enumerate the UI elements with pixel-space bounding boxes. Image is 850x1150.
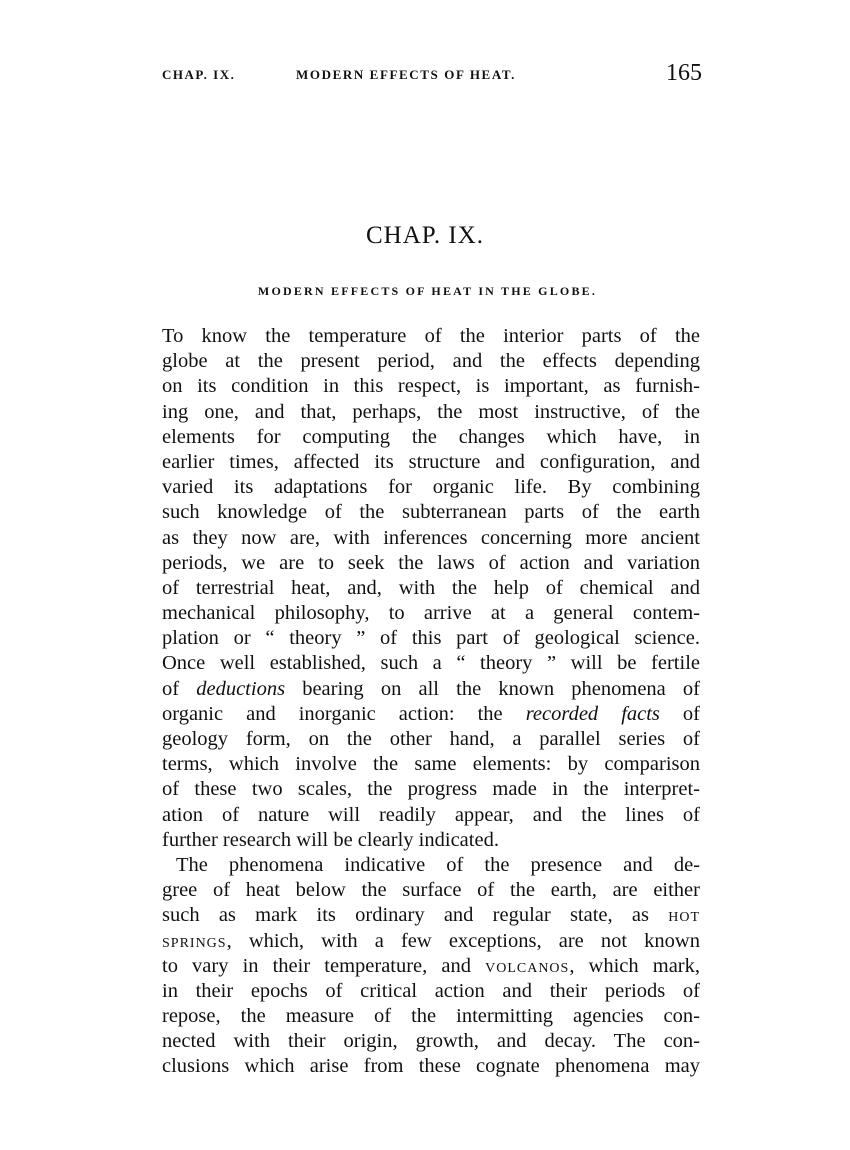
text-line bbox=[162, 752, 700, 777]
text-segment: gree of heat below the surface of the earth, are either bbox=[162, 879, 700, 902]
text-line bbox=[162, 626, 700, 651]
text-line bbox=[162, 601, 700, 626]
text-line bbox=[162, 903, 700, 928]
text-segment: of bbox=[659, 702, 701, 725]
text-segment: Once well established, such a “ theory ” will be fertile bbox=[162, 652, 700, 675]
text-line bbox=[162, 374, 700, 399]
paragraph bbox=[162, 324, 700, 853]
text-segment: , which mark, bbox=[569, 954, 700, 977]
text-segment: geology form, on the other hand, a parallel series of bbox=[162, 728, 700, 750]
text-line bbox=[162, 526, 700, 551]
small-caps-text: VOLCANOS bbox=[485, 960, 570, 976]
text-line bbox=[162, 979, 700, 1004]
small-caps-text: HOT bbox=[668, 910, 700, 926]
text-segment: such knowledge of the subterranean parts of the earth bbox=[162, 501, 700, 524]
text-segment: varied its adaptations for organic life. By combining bbox=[162, 476, 700, 499]
text-line bbox=[162, 450, 700, 475]
text-line bbox=[162, 727, 700, 752]
text-segment: in their epochs of critical action and their periods of bbox=[162, 979, 700, 1002]
text-segment: periods, we are to seek the laws of action and variation bbox=[162, 551, 700, 574]
text-line bbox=[162, 651, 700, 676]
text-line bbox=[162, 324, 700, 349]
running-head-chapter: CHAP. IX. bbox=[162, 67, 236, 82]
text-line bbox=[162, 1054, 700, 1079]
text-segment: ation of nature will readily appear, and the lines of bbox=[162, 803, 700, 826]
text-line bbox=[162, 349, 700, 374]
text-segment: ing one, and that, perhaps, the most instructive, of the bbox=[162, 400, 700, 423]
text-segment: mechanical philosophy, to arrive at a general contem- bbox=[162, 602, 700, 625]
running-head bbox=[162, 60, 702, 88]
text-segment: The phenomena indicative of the presence and de- bbox=[176, 853, 700, 876]
text-segment: to vary in their temperature, and bbox=[162, 954, 486, 977]
running-head-title: MODERN EFFECTS OF HEAT. bbox=[296, 67, 517, 82]
text-line bbox=[162, 425, 700, 450]
text-line bbox=[162, 702, 700, 727]
text-line bbox=[162, 1029, 700, 1054]
text-segment: repose, the measure of the intermitting agencies con- bbox=[162, 1005, 700, 1028]
text-segment: on its condition in this respect, is important, as furnish- bbox=[162, 375, 700, 398]
text-segment: bearing on all the known phenomena of bbox=[285, 677, 700, 700]
body-text bbox=[162, 324, 700, 1080]
text-segment: To know the temperature of the interior parts of the bbox=[162, 325, 700, 347]
text-segment: organic and inorganic action: the bbox=[162, 702, 526, 725]
chapter-subtitle: MODERN EFFECTS OF HEAT IN THE GLOBE. bbox=[257, 284, 598, 298]
text-segment: such as mark its ordinary and regular state, as bbox=[162, 904, 669, 927]
text-line bbox=[162, 677, 700, 702]
page-number: 165 bbox=[666, 60, 702, 86]
text-segment: of terrestrial heat, and, with the help of chemical and bbox=[162, 576, 700, 599]
text-line bbox=[162, 954, 700, 979]
text-line bbox=[162, 500, 700, 525]
text-segment: terms, which involve the same elements: by comparison bbox=[162, 753, 700, 776]
italic-text: recorded facts bbox=[525, 702, 660, 725]
text-segment: globe at the present period, and the effects depending bbox=[162, 350, 700, 373]
text-segment: earlier times, affected its structure and configuration, and bbox=[162, 450, 700, 473]
text-line bbox=[162, 1004, 700, 1029]
text-segment: of these two scales, the progress made in the interpret- bbox=[162, 778, 700, 801]
text-segment: , which, with a few exceptions, are not known bbox=[226, 929, 700, 952]
text-line bbox=[162, 828, 700, 853]
text-line bbox=[162, 400, 700, 425]
italic-text: deductions bbox=[196, 677, 286, 700]
small-caps-text: SPRINGS bbox=[162, 935, 227, 951]
text-line bbox=[162, 576, 700, 601]
text-line bbox=[162, 803, 700, 828]
text-segment: further research will be clearly indicated. bbox=[162, 828, 499, 851]
text-line bbox=[162, 551, 700, 576]
text-line bbox=[162, 878, 700, 903]
text-segment: clusions which arise from these cognate phenomena may bbox=[162, 1055, 700, 1078]
text-segment: elements for computing the changes which have, in bbox=[162, 425, 700, 448]
text-line bbox=[162, 853, 700, 878]
chapter-title: CHAP. IX. bbox=[365, 222, 485, 249]
text-segment: plation or “ theory ” of this part of geological science. bbox=[162, 627, 700, 650]
text-segment: as they now are, with inferences concerning more ancient bbox=[162, 526, 700, 549]
text-line bbox=[162, 475, 700, 500]
text-segment: nected with their origin, growth, and decay. The con- bbox=[162, 1030, 700, 1053]
paragraph bbox=[162, 853, 700, 1080]
text-segment: of bbox=[162, 677, 197, 700]
text-line bbox=[162, 777, 700, 802]
text-line bbox=[162, 929, 700, 954]
